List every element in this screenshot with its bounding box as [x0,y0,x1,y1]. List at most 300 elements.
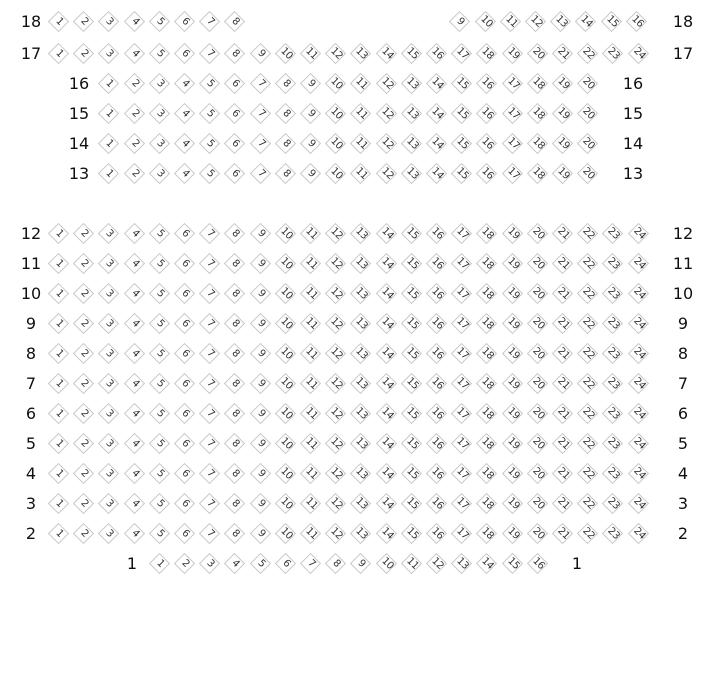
seat[interactable] [627,432,651,456]
seat-number: 14 [479,555,496,572]
seat-number: 4 [128,287,141,300]
seat-number: 14 [378,375,395,392]
row-label-left: 17 [20,44,42,63]
seat-number: 5 [154,497,167,510]
seat-number: 12 [328,465,345,482]
seat-number: 18 [479,495,496,512]
row-label-right: 5 [677,434,689,453]
seat-number: 17 [504,135,521,152]
seat-number: 17 [454,315,471,332]
seat-number: 18 [479,465,496,482]
seat-number: 19 [504,45,521,62]
seat-number: 12 [378,105,395,122]
seat-number: 9 [454,15,467,28]
seat-number: 22 [580,375,597,392]
seat[interactable] [627,522,651,546]
seat-number: 9 [254,287,267,300]
seat-number: 1 [53,437,66,450]
seat-number: 2 [128,107,141,120]
seat-number: 4 [128,347,141,360]
seat-number: 4 [128,317,141,330]
seat[interactable] [627,342,651,366]
seat-number: 12 [328,375,345,392]
seat-number: 21 [555,45,572,62]
seat-number: 14 [378,315,395,332]
seat-number: 13 [404,105,421,122]
seat-number: 14 [378,255,395,272]
seat-number: 11 [303,405,320,422]
seat-number: 21 [555,255,572,272]
seat-number: 8 [229,347,242,360]
seat[interactable] [526,552,550,576]
seat-number: 19 [504,225,521,242]
seat-number: 3 [103,257,116,270]
seat-number: 10 [278,45,295,62]
seat-number: 21 [555,405,572,422]
seat-number: 20 [530,285,547,302]
row-label-left: 3 [25,494,37,513]
seat-number: 7 [254,107,267,120]
seat[interactable] [576,162,600,186]
seat-number: 16 [479,165,496,182]
seat-number: 17 [504,75,521,92]
row-label-right: 6 [677,404,689,423]
seat-number: 5 [154,47,167,60]
seat[interactable] [627,42,651,66]
seat-number: 7 [204,377,217,390]
seat-number: 10 [378,555,395,572]
seat-number: 14 [429,105,446,122]
seat-number: 6 [179,317,192,330]
seat-number: 9 [254,467,267,480]
seat-number: 5 [154,527,167,540]
seat-number: 20 [530,375,547,392]
seat-number: 12 [378,135,395,152]
seat-number: 4 [128,227,141,240]
seat-number: 3 [154,167,167,180]
seat-number: 10 [328,105,345,122]
seat-number: 2 [78,407,91,420]
seat[interactable] [627,402,651,426]
seat-number: 23 [605,465,622,482]
seat-number: 10 [278,525,295,542]
seat-number: 1 [53,47,66,60]
seat-number: 3 [103,15,116,28]
seat-number: 8 [330,557,343,570]
seat[interactable] [627,282,651,306]
seat-number: 11 [303,285,320,302]
seat-number: 1 [53,527,66,540]
seat-number: 22 [580,345,597,362]
seat-number: 2 [78,377,91,390]
seat-number: 14 [378,285,395,302]
seat-number: 12 [328,405,345,422]
seat-number: 23 [605,45,622,62]
seat-number: 15 [404,525,421,542]
seat-number: 8 [229,377,242,390]
seat-number: 4 [179,77,192,90]
seat-number: 18 [479,255,496,272]
seat-number: 14 [429,135,446,152]
seat-number: 5 [154,347,167,360]
seat-number: 21 [555,315,572,332]
seat-number: 11 [303,345,320,362]
seat-number: 2 [78,15,91,28]
seat-number: 18 [479,315,496,332]
seat-number: 3 [103,437,116,450]
seat-number: 7 [204,317,217,330]
seat-number: 5 [254,557,267,570]
row-label-left: 1 [126,554,138,573]
seat-number: 24 [630,435,647,452]
row-label-left: 8 [25,344,37,363]
seat-number: 9 [305,77,318,90]
row-label-left: 4 [25,464,37,483]
seat-number: 20 [580,165,597,182]
seat-number: 5 [154,437,167,450]
seat-number: 4 [128,467,141,480]
seat-number: 10 [278,495,295,512]
seat-number: 17 [504,165,521,182]
seat-number: 1 [154,557,167,570]
seat-number: 21 [555,435,572,452]
seat-number: 14 [429,165,446,182]
seat-number: 7 [204,407,217,420]
seat-number: 8 [280,167,293,180]
seat-number: 8 [229,15,242,28]
seat-number: 19 [555,135,572,152]
row-label-right: 16 [622,74,644,93]
seat-number: 11 [353,165,370,182]
seat-number: 5 [204,137,217,150]
seat-number: 20 [530,495,547,512]
seat-number: 12 [328,345,345,362]
seat-number: 1 [103,77,116,90]
seat-number: 7 [254,167,267,180]
seat-number: 14 [429,75,446,92]
seat-number: 15 [404,45,421,62]
seat[interactable] [627,252,651,276]
seat-number: 1 [53,15,66,28]
seat-number: 20 [530,405,547,422]
seat-number: 21 [555,225,572,242]
seat-number: 17 [454,375,471,392]
seat-number: 6 [280,557,293,570]
seat-number: 17 [454,435,471,452]
row-label-left: 16 [68,74,90,93]
seat-number: 18 [479,375,496,392]
seat-number: 19 [504,525,521,542]
seat-number: 15 [404,495,421,512]
seat-number: 1 [53,467,66,480]
seat-number: 24 [630,45,647,62]
seat-number: 12 [328,315,345,332]
seat-number: 23 [605,525,622,542]
seat-number: 7 [254,137,267,150]
seat-number: 1 [53,317,66,330]
row-label-right: 14 [622,134,644,153]
seat-number: 14 [378,45,395,62]
row-label-right: 3 [677,494,689,513]
seat-number: 5 [154,317,167,330]
seat-number: 23 [605,255,622,272]
row-label-left: 11 [20,254,42,273]
seat-number: 5 [154,467,167,480]
seat-number: 19 [504,435,521,452]
seat-number: 20 [530,525,547,542]
seat-number: 7 [204,287,217,300]
seat-number: 8 [229,287,242,300]
seat-number: 24 [630,525,647,542]
seat-number: 17 [504,105,521,122]
seat-number: 23 [605,405,622,422]
seat-number: 13 [353,345,370,362]
seat-number: 1 [103,107,116,120]
seat-number: 15 [404,315,421,332]
seat-number: 23 [605,435,622,452]
seat-number: 18 [530,165,547,182]
seat-number: 2 [78,437,91,450]
seat-number: 10 [278,315,295,332]
seat-number: 15 [404,435,421,452]
seat-number: 23 [605,225,622,242]
seat-number: 15 [404,465,421,482]
seat-number: 22 [580,315,597,332]
seat-number: 6 [229,77,242,90]
seat-row [0,162,720,192]
seat-number: 24 [630,465,647,482]
seat-number: 18 [530,135,547,152]
seat[interactable] [627,462,651,486]
seat-number: 2 [78,257,91,270]
seat-number: 2 [78,47,91,60]
seat-number: 3 [103,497,116,510]
seat-number: 7 [204,347,217,360]
row-label-right: 18 [672,12,694,31]
seat-number: 5 [154,227,167,240]
row-label-right: 15 [622,104,644,123]
row-label-right: 1 [571,554,583,573]
seat-number: 11 [503,13,520,30]
seat[interactable] [625,10,649,34]
seat-number: 14 [378,405,395,422]
seat-number: 8 [229,317,242,330]
seat-number: 1 [53,497,66,510]
seat-number: 13 [404,165,421,182]
seat-number: 4 [179,167,192,180]
seat-number: 7 [204,227,217,240]
seat-number: 16 [429,315,446,332]
seat-number: 9 [254,437,267,450]
seat-number: 24 [630,375,647,392]
seat-number: 7 [254,77,267,90]
row-label-left: 5 [25,434,37,453]
row-label-left: 9 [25,314,37,333]
seat-number: 6 [179,437,192,450]
seat-number: 16 [530,555,547,572]
seat-number: 2 [78,347,91,360]
seat-number: 6 [179,227,192,240]
seat-number: 2 [128,167,141,180]
seat-number: 24 [630,405,647,422]
seat-number: 13 [353,495,370,512]
row-label-left: 18 [20,12,42,31]
seat-number: 16 [429,495,446,512]
seat-number: 5 [154,377,167,390]
seat-number: 13 [353,375,370,392]
seat-number: 16 [479,75,496,92]
seat-number: 13 [353,45,370,62]
seat-number: 6 [179,527,192,540]
seat-number: 2 [78,527,91,540]
seat-number: 2 [128,137,141,150]
seat-number: 19 [504,345,521,362]
seat-number: 6 [179,407,192,420]
seat-number: 7 [305,557,318,570]
seat-number: 9 [254,377,267,390]
seat-number: 10 [278,375,295,392]
seat-number: 1 [53,407,66,420]
seat-number: 18 [479,405,496,422]
seat-number: 14 [578,13,595,30]
seat-number: 6 [179,497,192,510]
seat-number: 9 [305,107,318,120]
seat[interactable] [627,222,651,246]
seat-number: 15 [404,225,421,242]
seat[interactable] [576,132,600,156]
seat-number: 1 [53,347,66,360]
seat-number: 19 [504,315,521,332]
seat-number: 18 [530,105,547,122]
seat-number: 7 [204,47,217,60]
seat[interactable] [223,10,247,34]
seat-number: 1 [103,137,116,150]
seat-number: 15 [504,555,521,572]
seat-number: 12 [328,495,345,512]
seat-number: 22 [580,435,597,452]
seat-number: 13 [353,225,370,242]
seat-number: 5 [204,107,217,120]
seat-row [0,552,720,582]
row-label-left: 7 [25,374,37,393]
seat-number: 10 [278,465,295,482]
seat-number: 9 [305,137,318,150]
seat-number: 14 [378,345,395,362]
seat-number: 20 [530,465,547,482]
seat-number: 13 [353,285,370,302]
seat-number: 15 [404,345,421,362]
seat-number: 20 [530,435,547,452]
seat-number: 8 [229,227,242,240]
seat-number: 18 [479,285,496,302]
seat-number: 6 [229,107,242,120]
seat-number: 1 [53,257,66,270]
seat-number: 6 [179,467,192,480]
seat-number: 13 [353,405,370,422]
seat-number: 4 [128,257,141,270]
seat-number: 19 [504,375,521,392]
seat-number: 16 [479,135,496,152]
seat-number: 9 [254,347,267,360]
seat-number: 21 [555,525,572,542]
row-label-left: 2 [25,524,37,543]
seat-number: 10 [328,75,345,92]
seat-row [0,10,720,40]
seat-number: 13 [454,555,471,572]
seat-number: 3 [154,137,167,150]
seat-number: 13 [353,435,370,452]
seat-number: 8 [280,77,293,90]
seat-number: 18 [479,345,496,362]
seat-number: 24 [630,345,647,362]
seat-number: 12 [378,165,395,182]
seat-number: 4 [128,527,141,540]
seat-number: 11 [303,315,320,332]
seat-number: 24 [630,285,647,302]
seat-number: 10 [328,165,345,182]
seat[interactable] [627,492,651,516]
seat-number: 22 [580,45,597,62]
seat-number: 5 [204,167,217,180]
row-label-right: 8 [677,344,689,363]
seat-number: 15 [454,135,471,152]
seat-number: 4 [229,557,242,570]
seat-number: 17 [454,225,471,242]
seat-number: 6 [179,287,192,300]
seat-number: 11 [303,465,320,482]
seat-number: 5 [154,287,167,300]
seat-number: 7 [204,467,217,480]
seat-number: 3 [103,287,116,300]
seat-number: 10 [278,405,295,422]
seat[interactable] [576,72,600,96]
seat-number: 11 [404,555,421,572]
seat-number: 17 [454,525,471,542]
seat-number: 18 [479,45,496,62]
seat-number: 18 [479,225,496,242]
row-label-right: 4 [677,464,689,483]
seat-number: 20 [530,345,547,362]
seat-number: 24 [630,225,647,242]
seat-number: 22 [580,405,597,422]
seat-number: 4 [128,437,141,450]
seat[interactable] [627,312,651,336]
seat-number: 2 [179,557,192,570]
seat-number: 2 [78,497,91,510]
seat-number: 16 [479,105,496,122]
seat-number: 22 [580,225,597,242]
seat-number: 2 [78,227,91,240]
seat-number: 12 [328,45,345,62]
seat[interactable] [627,372,651,396]
seat-number: 21 [555,495,572,512]
seat-number: 2 [78,467,91,480]
seat-number: 16 [429,405,446,422]
seat-number: 20 [580,135,597,152]
seat-number: 20 [530,225,547,242]
seat-number: 6 [179,15,192,28]
seat-number: 20 [530,255,547,272]
seat-number: 3 [103,347,116,360]
seat-number: 8 [280,107,293,120]
seat-number: 11 [303,225,320,242]
seat-number: 3 [154,77,167,90]
seat[interactable] [576,102,600,126]
seat-number: 14 [378,495,395,512]
seat-number: 17 [454,45,471,62]
seat-number: 13 [404,75,421,92]
seat-number: 8 [229,47,242,60]
